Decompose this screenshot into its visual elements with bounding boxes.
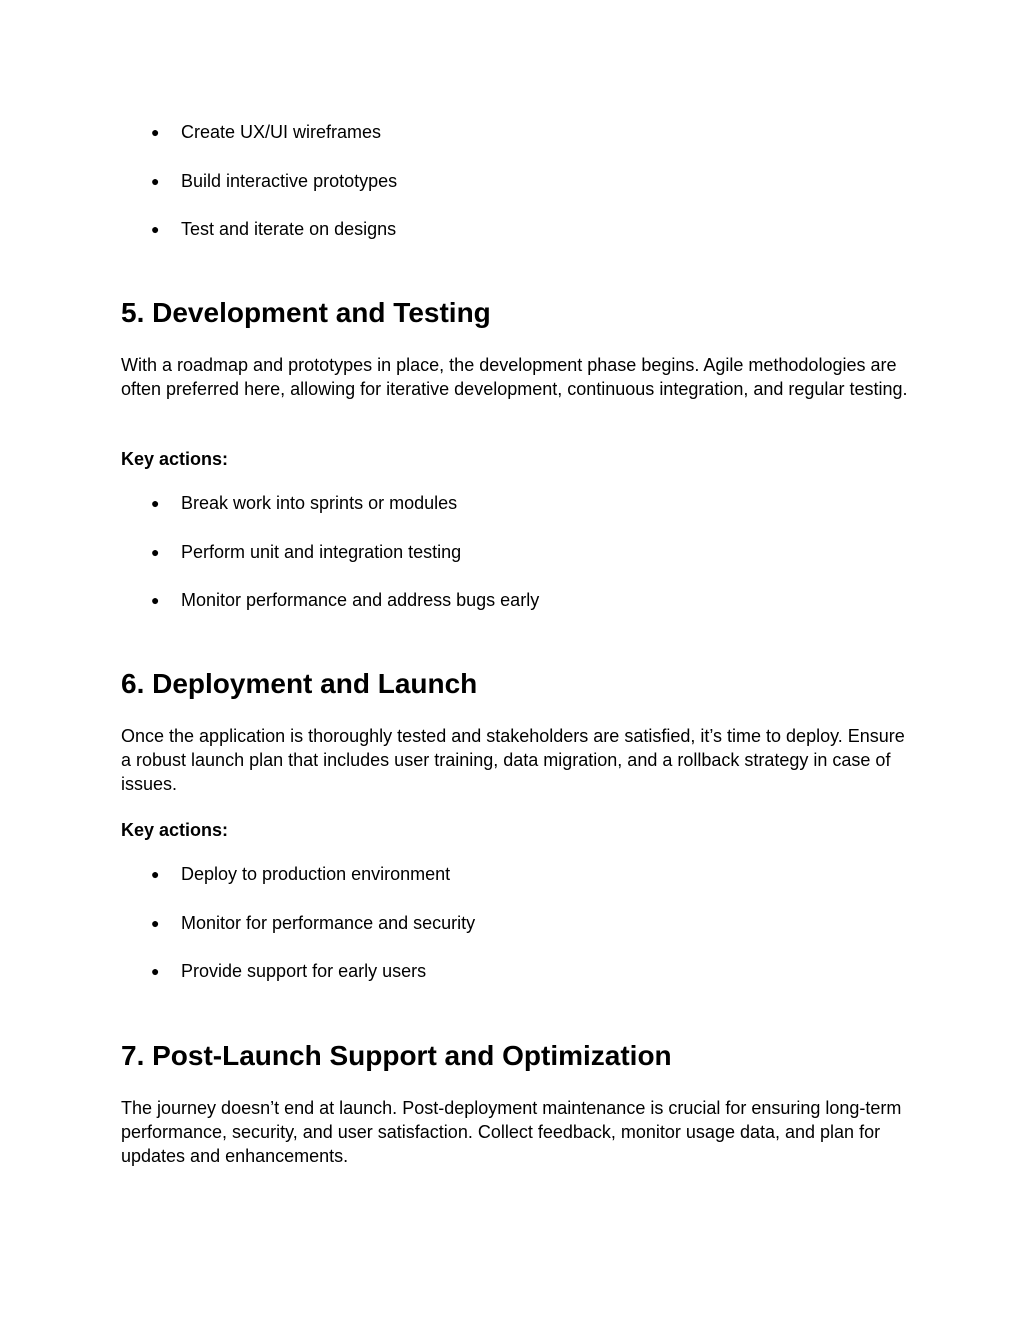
list-item-text: Monitor for performance and security	[181, 912, 476, 933]
bullet-icon: ●	[151, 963, 160, 980]
list-item-text: Deploy to production environment	[181, 864, 451, 884]
bullet-icon: ●	[151, 221, 160, 238]
list-item-text: Break work into sprints or modules	[181, 493, 458, 513]
section-body-deployment: Once the application is thoroughly tested and stakeholders are satisfied, it’s time to deploy. Ensure a robust launch plan that includes user training, data migration, and a rollback strategy in case of issues.	[121, 726, 905, 795]
list-item-text: Perform unit and integration testing	[181, 541, 462, 562]
bullet-icon: ●	[151, 592, 160, 609]
key-actions-label: Key actions:	[121, 449, 229, 469]
list-item-text: Monitor performance and address bugs early	[181, 590, 540, 611]
key-actions-label: Key actions:	[121, 820, 229, 840]
section-heading-deployment: 6. Deployment and Launch	[121, 668, 478, 699]
section-body-post-launch: The journey doesn’t end at launch. Post-deployment maintenance is crucial for ensuring long-term performance, security, and user satisfaction. Collect feedback, monitor usage data, and plan for updates and enhancements.	[121, 1098, 902, 1167]
bullet-icon: ●	[151, 914, 160, 931]
bullet-icon: ●	[151, 124, 160, 140]
bullet-icon: ●	[151, 172, 160, 189]
list-item-text: Create UX/UI wireframes	[181, 122, 382, 142]
section-heading-development: 5. Development and Testing	[121, 297, 491, 328]
bullet-icon: ●	[151, 495, 160, 511]
list-item-text: Provide support for early users	[181, 961, 427, 982]
section-heading-post-launch: 7. Post-Launch Support and Optimization	[121, 1040, 672, 1071]
list-item-text: Test and iterate on designs	[181, 219, 397, 240]
list-item-text: Build interactive prototypes	[181, 170, 398, 191]
bullet-icon: ●	[151, 543, 160, 560]
section-body-development: With a roadmap and prototypes in place, the development phase begins. Agile methodologies are often preferred here, allowing for iterative development, continuous integration, and regular testing.	[121, 355, 908, 400]
bullet-icon: ●	[151, 866, 160, 882]
